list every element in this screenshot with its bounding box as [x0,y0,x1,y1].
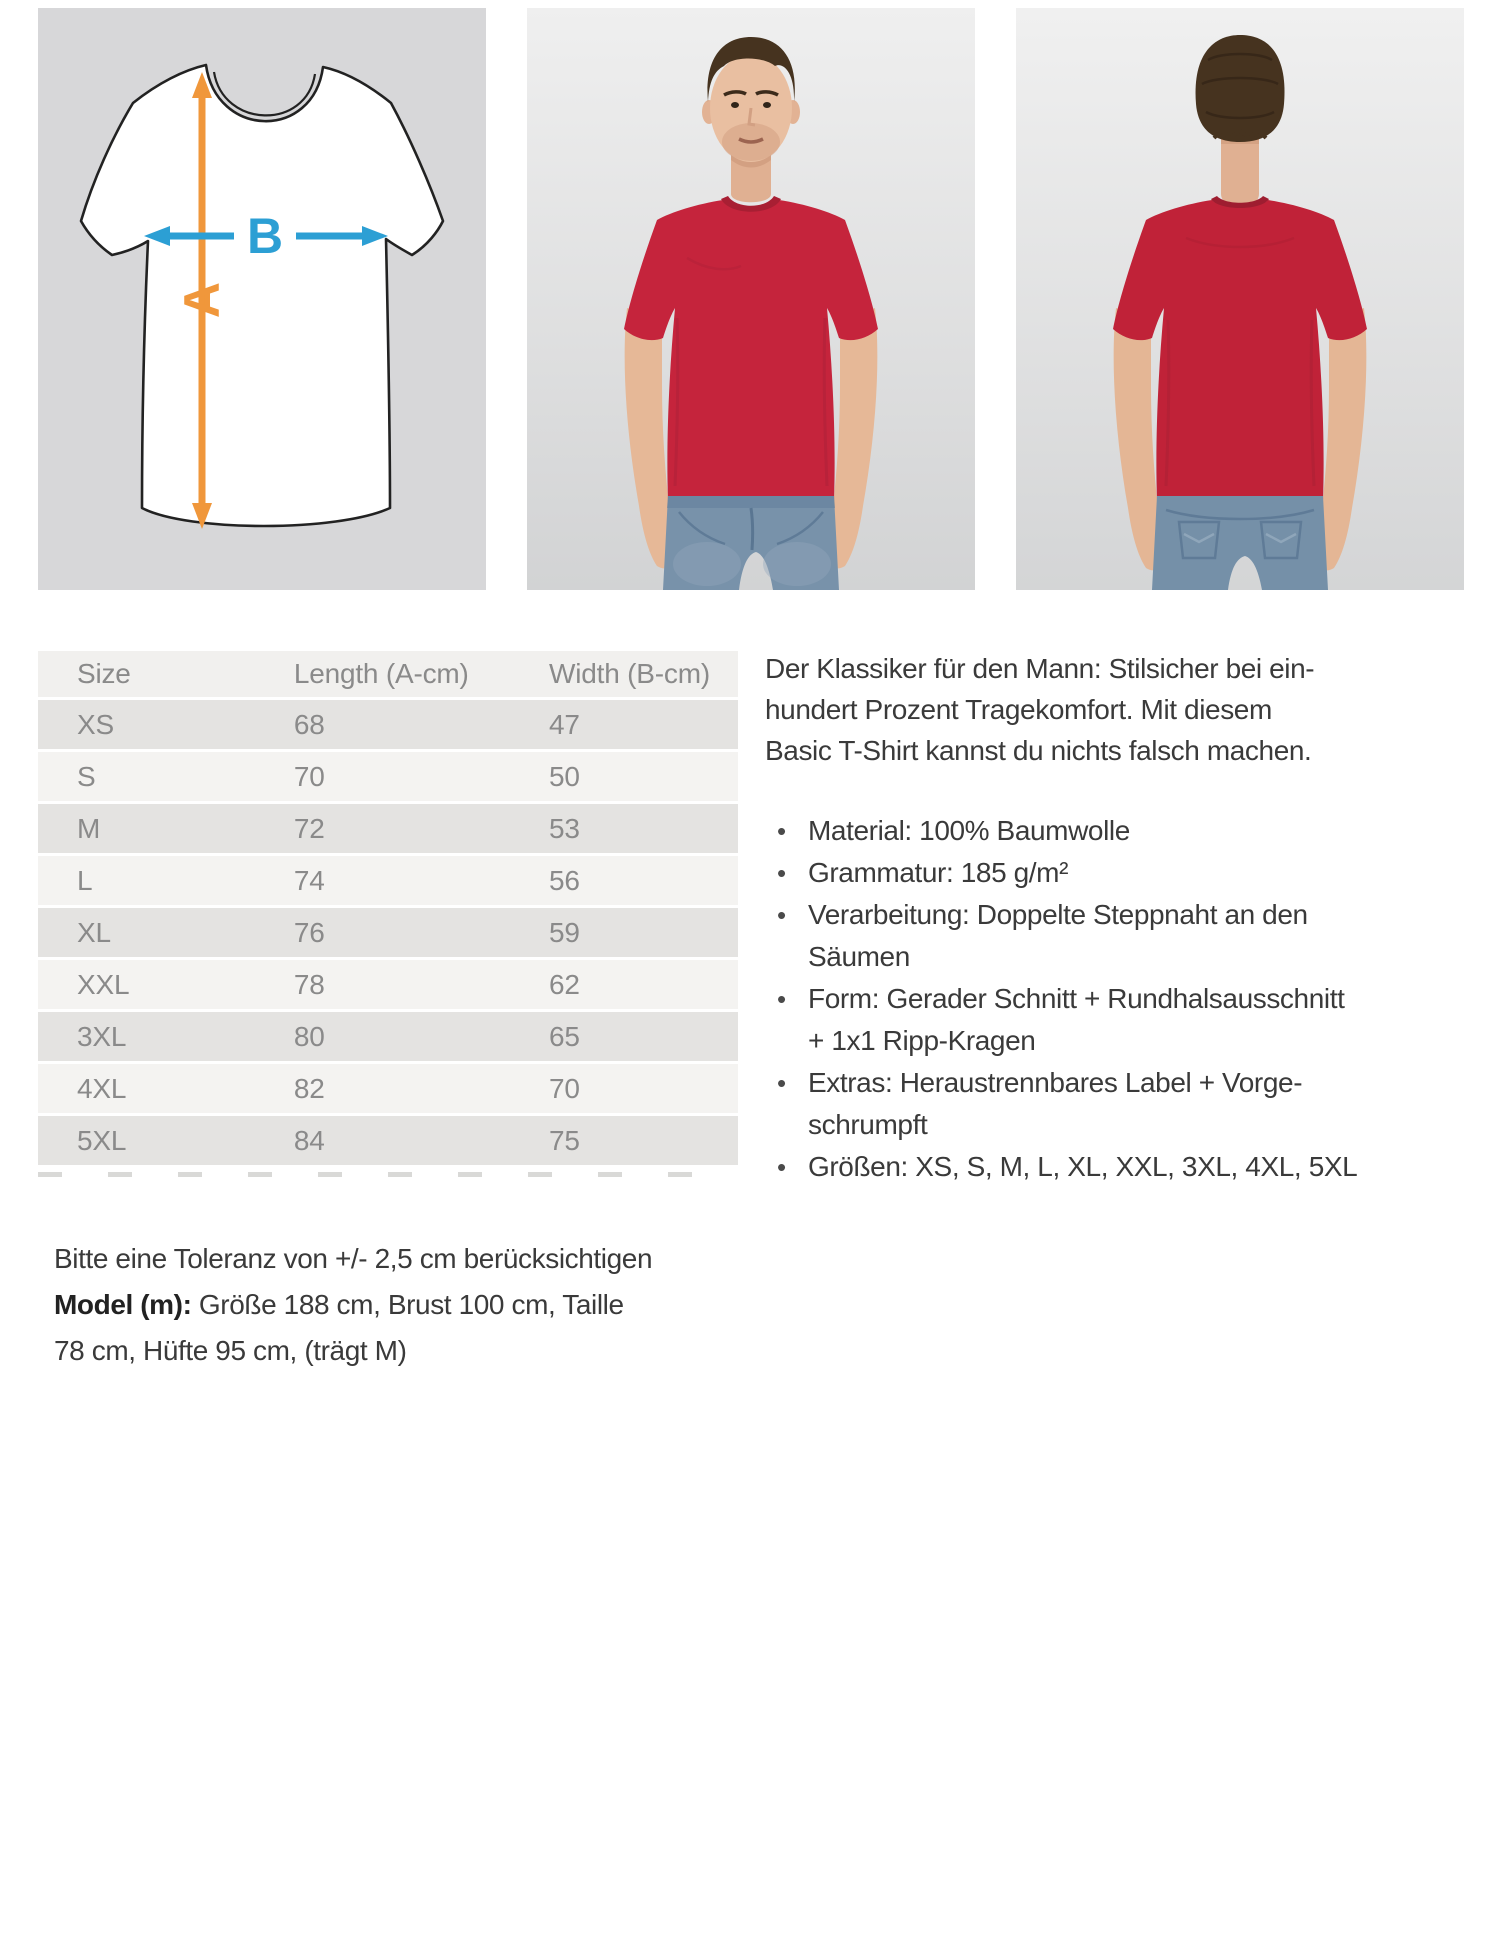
cell-width: 50 [548,752,738,801]
feature-list [765,810,1485,1188]
cell-width: 53 [548,804,738,853]
feature-form: • Form: Gerader Schnitt + Rundhalsausschnitt + 1x1 Ripp-Kragen [765,978,1485,1062]
size-table-header-row [38,651,738,697]
bullet-icon: • [777,1152,786,1182]
cell-length: 82 [293,1064,548,1113]
intro-line: Der Klassiker für den Mann: Stilsicher bei ein- [765,653,1315,684]
model-back-photo[interactable] [1016,8,1464,590]
cell-length: 72 [293,804,548,853]
head-back [1196,35,1285,142]
measurement-notes [54,1236,652,1374]
bullet-icon: • [777,816,786,846]
left-eye [731,102,739,108]
diagram-label-b: B [246,208,284,264]
cell-length: 76 [293,908,548,957]
cell-length: 74 [293,856,548,905]
cell-width: 56 [548,856,738,905]
cell-width: 65 [548,1012,738,1061]
cell-length: 70 [293,752,548,801]
model-front-illustration [527,8,975,590]
table-row [38,1064,738,1113]
hair-back [1196,35,1285,142]
table-row [38,752,738,801]
size-table [38,648,738,1168]
cell-size: L [38,856,293,905]
product-description [765,648,1485,1188]
feature-groessen: • Größen: XS, S, M, L, XL, XXL, 3XL, 4XL, 5XL [765,1146,1485,1188]
table-row [38,960,738,1009]
col-header-size: Size [38,651,293,697]
cell-width: 75 [548,1116,738,1165]
description-intro [765,648,1485,771]
cell-size: S [38,752,293,801]
col-header-width: Width (B-cm) [548,651,738,697]
table-row [38,1116,738,1165]
cell-size: XS [38,700,293,749]
cell-size: 4XL [38,1064,293,1113]
cell-width: 59 [548,908,738,957]
model-back-illustration [1016,8,1464,590]
cell-size: 3XL [38,1012,293,1061]
bullet-icon: • [777,984,786,1014]
feature-grammatur: • Grammatur: 185 g/m² [765,852,1485,894]
feature-material: • Material: 100% Baumwolle [765,810,1485,852]
cell-width: 70 [548,1064,738,1113]
model-measurements-text: Größe 188 cm, Brust 100 cm, Taille [191,1289,624,1320]
table-row [38,804,738,853]
cell-size: XXL [38,960,293,1009]
cell-length: 80 [293,1012,548,1061]
table-row [38,700,738,749]
size-table-section [38,648,738,1177]
tshirt-measure-diagram [38,8,486,590]
cell-length: 78 [293,960,548,1009]
tolerance-note: Bitte eine Toleranz von +/- 2,5 cm berücksichtigen [54,1243,653,1274]
bullet-icon: • [777,1068,786,1098]
cell-size: 5XL [38,1116,293,1165]
intro-line: Basic T-Shirt kannst du nichts falsch machen. [765,735,1312,766]
feature-extras: • Extras: Heraustrennbares Label + Vorge- schrumpft [765,1062,1485,1146]
cell-width: 47 [548,700,738,749]
cell-size: M [38,804,293,853]
cell-size: XL [38,908,293,957]
table-row [38,856,738,905]
model-label: Model (m): [54,1289,192,1320]
model-measurements-line1 [54,1282,652,1328]
col-header-length: Length (A-cm) [293,651,548,697]
diagram-label-a: A [174,281,230,319]
table-row [38,908,738,957]
size-diagram-image[interactable] [38,8,486,590]
cell-width: 62 [548,960,738,1009]
cell-length: 68 [293,700,548,749]
model-front-photo[interactable] [527,8,975,590]
model-measurements-line2: 78 cm, Hüfte 95 cm, (trägt M) [54,1335,407,1366]
right-eye [763,102,771,108]
table-row [38,1012,738,1061]
bullet-icon: • [777,900,786,930]
intro-line: hundert Prozent Tragekomfort. Mit diesem [765,694,1272,725]
feature-verarbeitung: • Verarbeitung: Doppelte Steppnaht an den Säumen [765,894,1485,978]
bullet-icon: • [777,858,786,888]
cropped-table-row-artifact [38,1172,738,1177]
cell-length: 84 [293,1116,548,1165]
